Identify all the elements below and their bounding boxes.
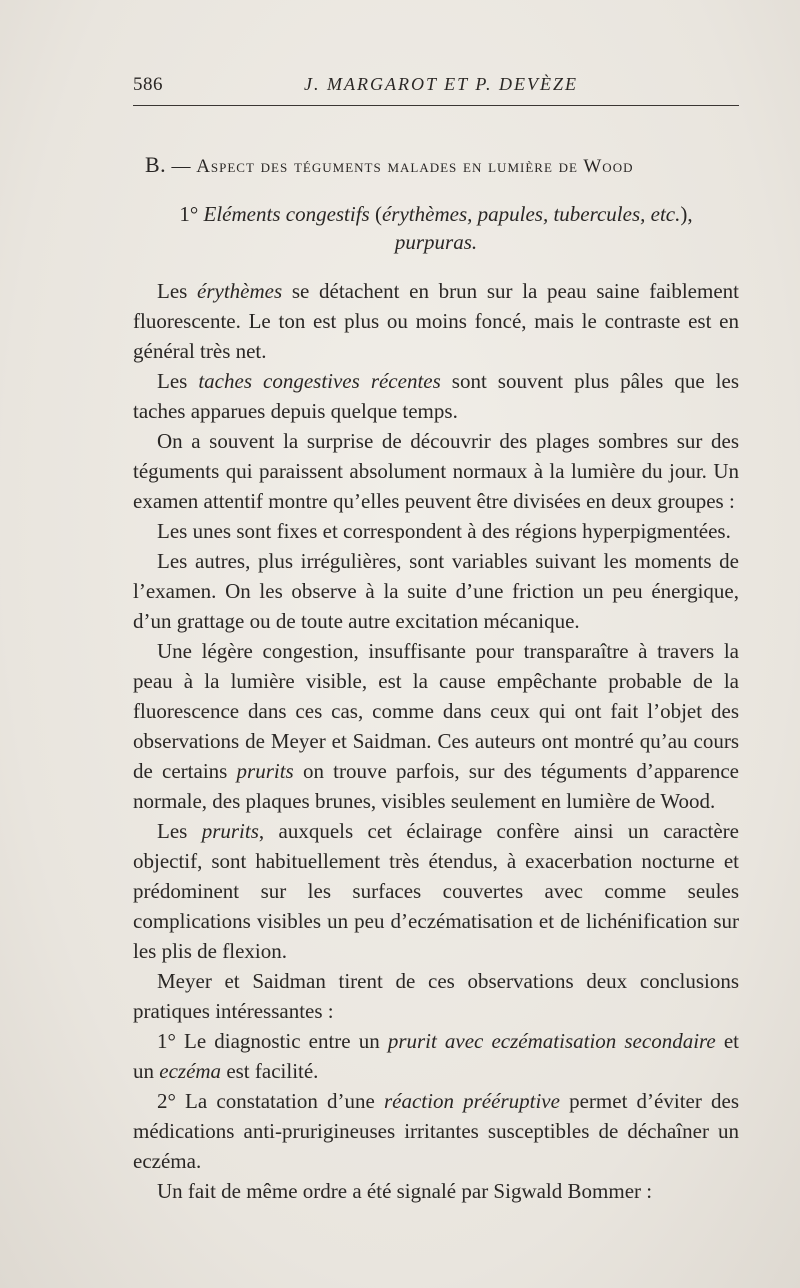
subheading-paren-open: ( [369, 202, 382, 226]
subheading-term-3: purpuras. [394, 230, 478, 254]
p6-italic: prurits [236, 759, 294, 783]
p7-text-a: Les [157, 819, 202, 843]
running-head: J. MARGAROT ET P. DEVÈZE [304, 74, 578, 94]
p1-text-c: se détachent en brun sur la peau saine faiblement fluorescente. Le ton est plus ou moins foncé, mais le contraste est en général très net. [133, 279, 739, 363]
body-text [133, 150, 739, 1206]
section-dash: — [166, 156, 197, 177]
header-rule [133, 105, 739, 106]
p1-text-a: Les [157, 279, 198, 303]
p10-italic: réaction prééruptive [383, 1089, 560, 1113]
page-header [133, 70, 739, 106]
paragraph-6 [133, 636, 739, 816]
p6-text-a: Une légère congestion, insuffisante pour transparaître à travers la peau à la lumière visible, est la cause empêchante probable de la fluorescence dans ces cas, comme dans ceux qui ont fait l’objet des observations de Meyer et Saidman. Ces auteurs ont montré qu’au cours de certains [133, 639, 739, 783]
p6-text-c: on trouve parfois, sur des téguments d’apparence normale, des plaques brunes, visibles seulement en lumière de Wood. [133, 759, 739, 813]
p9-italic-2: eczéma [159, 1059, 222, 1083]
paragraph-4: Les unes sont fixes et correspondent à des régions hyperpigmentées. [157, 519, 731, 543]
paragraph-5: Les autres, plus irrégulières, sont variables suivant les moments de l’examen. On les observe à la suite d’une friction un peu énergique, d’un grattage ou de toute autre excitation mécanique. [133, 549, 739, 633]
p9-text-e: est facilité. [221, 1059, 319, 1083]
p9-text-a: 1° Le diagnostic entre un [157, 1029, 388, 1053]
p7-text-c: , auxquels cet éclairage confère ainsi un caractère objectif, sont habituellement très étendus, à exacerbation nocturne et prédominent sur les surfaces couvertes avec comme seules complications visibles un peu d’eczématisation et de lichénification sur les plis de flexion. [133, 819, 739, 963]
subheading-paren-close: ), [680, 202, 693, 226]
p2-italic: taches congestives récentes [198, 369, 441, 393]
p9-text-c: et un [133, 1029, 739, 1083]
section-title: Aspect des téguments malades en lumière de Wood [196, 156, 634, 177]
paragraph-1 [133, 276, 739, 366]
p7-italic: prurits [201, 819, 259, 843]
p10-text-c: permet d’éviter des médications anti-prurigineuses irritantes susceptibles de déchaîner un eczéma. [133, 1089, 740, 1173]
p2-text-c: sont souvent plus pâles que les taches apparues depuis quelque temps. [133, 369, 739, 423]
subheading [133, 200, 739, 256]
section-letter: B. [145, 152, 167, 177]
paragraph-9 [133, 1026, 739, 1086]
paragraph-8: Meyer et Saidman tirent de ces observations deux conclusions pratiques intéressantes : [133, 969, 739, 1023]
paragraph-10 [133, 1086, 739, 1176]
p9-italic-1: prurit avec eczématisation secondaire [387, 1029, 716, 1053]
p10-text-a: 2° La constatation d’une [157, 1089, 384, 1113]
paragraph-7 [133, 816, 739, 966]
subheading-number: 1° [179, 202, 199, 226]
subheading-term-2: érythèmes, papules, tubercules, etc. [381, 202, 681, 226]
p1-italic: érythèmes [197, 279, 283, 303]
p2-text-a: Les [157, 369, 199, 393]
paragraph-3: On a souvent la surprise de découvrir des plages sombres sur des téguments qui paraissent absolument normaux à la lumière du jour. Un examen attentif montre qu’elles peuvent être divisées en deux groupes : [133, 429, 739, 513]
paragraph-11: Un fait de même ordre a été signalé par Sigwald Bommer : [157, 1179, 653, 1203]
page-number: 586 [133, 74, 163, 95]
paragraph-2 [133, 366, 739, 426]
subheading-term-1: Eléments congestifs [203, 202, 370, 226]
section-heading [145, 150, 739, 182]
